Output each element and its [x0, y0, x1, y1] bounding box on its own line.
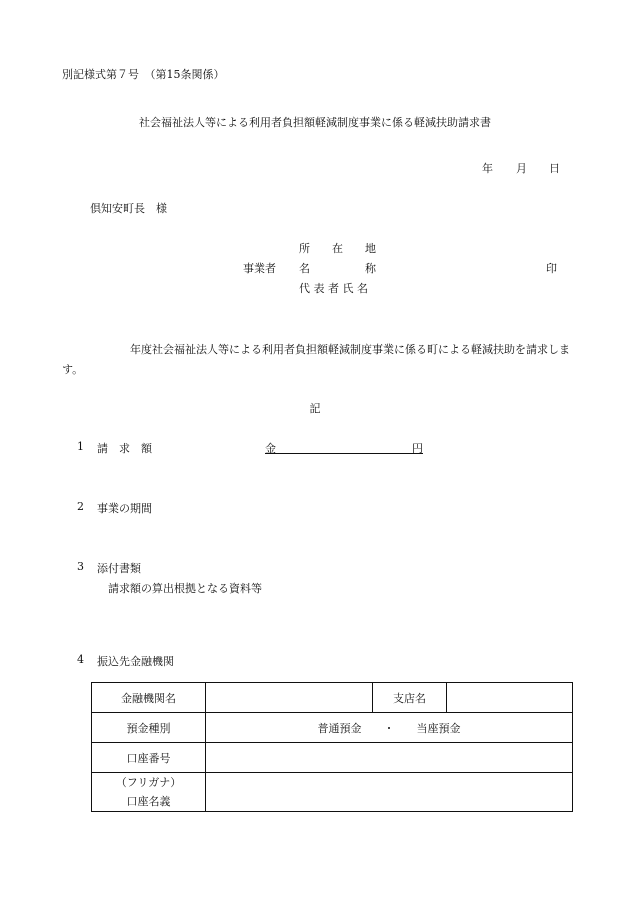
item-number: 4	[77, 653, 84, 666]
bank-account-table	[91, 682, 573, 812]
seal-mark: 印	[546, 262, 557, 275]
item-number: 1	[77, 440, 84, 453]
account-type-options[interactable]: 普通預金 ・ 当座預金	[206, 713, 573, 743]
amount-suffix: 円	[412, 442, 423, 455]
item-label: 請 求 額	[97, 442, 152, 455]
table-row	[92, 773, 573, 812]
item-label: 添付書類	[97, 562, 141, 575]
branch-field[interactable]	[447, 683, 573, 713]
request-statement	[62, 340, 572, 380]
furigana-label: （フリガナ）	[115, 776, 182, 789]
form-number: 別記様式第７号 （第15条関係）	[62, 68, 225, 81]
date-day: 日	[549, 162, 560, 175]
amount-prefix: 金	[265, 442, 276, 455]
addressee: 倶知安町長 様	[90, 202, 167, 215]
account-number-label: 口座番号	[92, 743, 206, 773]
item-label: 事業の期間	[97, 502, 152, 515]
applicant-group-label: 事業者	[243, 262, 276, 275]
table-row	[92, 713, 573, 743]
account-number-field[interactable]	[206, 743, 573, 773]
date-month: 月	[516, 162, 527, 175]
item-sub-text: 請求額の算出根拠となる資料等	[108, 582, 262, 595]
branch-label: 支店名	[373, 683, 447, 713]
table-row	[92, 683, 573, 713]
account-type-label: 預金種別	[92, 713, 206, 743]
document-title: 社会福祉法人等による利用者負担額軽減制度事業に係る軽減扶助請求書	[139, 116, 491, 129]
name-label: 名 称	[299, 262, 376, 275]
item-number: 3	[77, 560, 84, 573]
bank-name-field[interactable]	[206, 683, 373, 713]
representative-label: 代 表 者 氏 名	[299, 282, 368, 295]
table-row	[92, 743, 573, 773]
address-label: 所 在 地	[299, 242, 376, 255]
item-number: 2	[77, 500, 84, 513]
account-holder-field[interactable]	[206, 773, 573, 812]
ki-heading: 記	[309, 402, 321, 415]
item-label: 振込先金融機関	[97, 655, 174, 668]
request-statement-text: 年度社会福祉法人等による利用者負担額軽減制度事業に係る町による軽減扶助を請求します。	[62, 343, 570, 376]
amount-field[interactable]	[265, 438, 423, 454]
date-year: 年	[482, 162, 493, 175]
holder-label: 口座名義	[126, 795, 171, 808]
bank-name-label: 金融機関名	[92, 683, 206, 713]
account-holder-label	[92, 773, 206, 812]
